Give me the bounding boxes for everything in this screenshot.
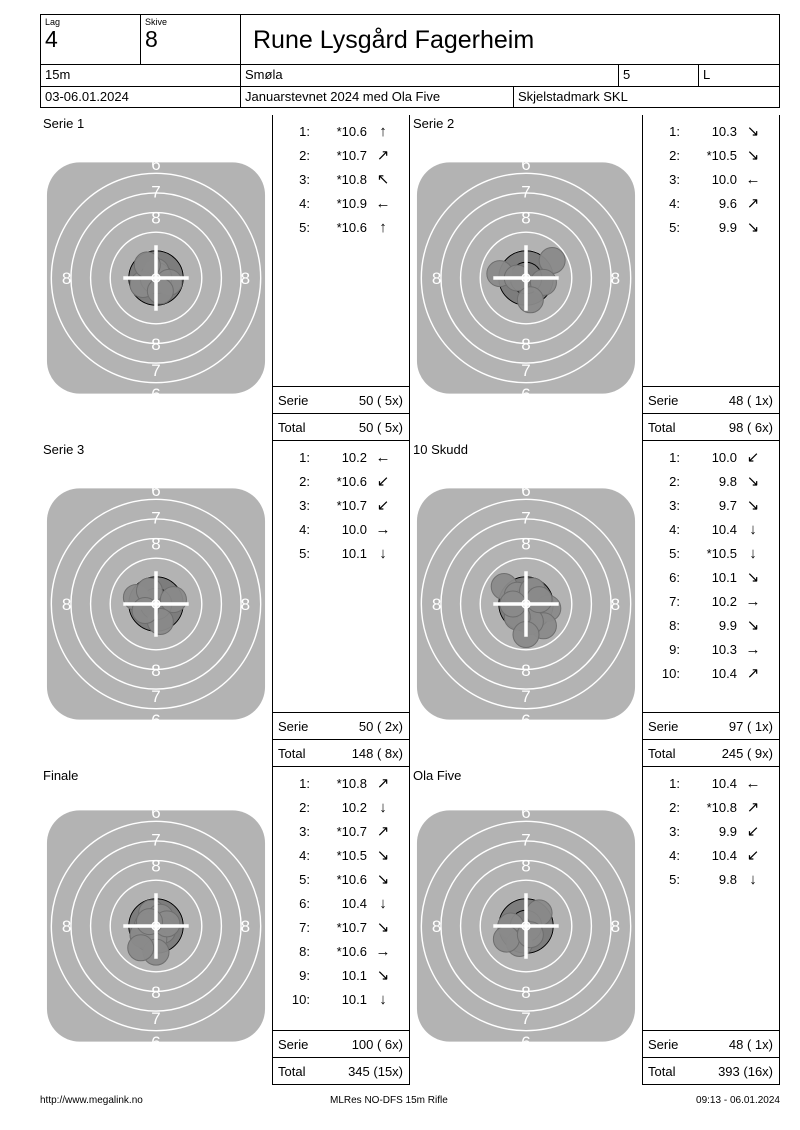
skive-label: Skive bbox=[145, 17, 168, 27]
svg-text:8: 8 bbox=[521, 208, 531, 228]
svg-text:7: 7 bbox=[151, 508, 161, 528]
shot-direction-icon: ↗ bbox=[746, 665, 760, 682]
series-sum-row bbox=[273, 386, 409, 413]
shot-row bbox=[273, 891, 409, 915]
series-sum-label: Serie bbox=[648, 1036, 679, 1052]
shot-value: 10.1 bbox=[341, 545, 367, 561]
shot-value: *10.7 bbox=[336, 147, 367, 163]
series-sum-value: 50 ( 2x) bbox=[358, 718, 403, 734]
shot-index: 6: bbox=[669, 569, 680, 585]
shot-index: 3: bbox=[299, 497, 310, 513]
shot-value: *10.6 bbox=[336, 473, 367, 489]
class-number: 5 bbox=[619, 65, 699, 86]
series-title: Ola Five bbox=[413, 768, 462, 783]
series-sum-label: Serie bbox=[648, 718, 679, 734]
shot-direction-icon: → bbox=[375, 520, 391, 538]
total-sum-label: Total bbox=[648, 419, 676, 435]
svg-text:7: 7 bbox=[151, 830, 161, 850]
shot-rows bbox=[273, 115, 409, 386]
shot-value: 10.4 bbox=[711, 775, 737, 791]
shot-index: 1: bbox=[299, 449, 310, 465]
series-title: Serie 1 bbox=[43, 116, 85, 131]
shot-index: 7: bbox=[669, 593, 680, 609]
svg-text:6: 6 bbox=[151, 385, 161, 405]
shot-row bbox=[643, 819, 779, 843]
shot-index: 1: bbox=[299, 775, 310, 791]
shot-index: 5: bbox=[299, 871, 310, 887]
skive-cell bbox=[141, 15, 241, 64]
shot-value: 9.9 bbox=[718, 617, 737, 633]
series-sum-row bbox=[273, 1030, 409, 1057]
shot-row bbox=[643, 771, 779, 795]
series-title: 10 Skudd bbox=[413, 442, 468, 457]
shot-index: 10: bbox=[291, 991, 310, 1007]
shooter-name: Rune Lysgård Fagerheim bbox=[253, 26, 535, 54]
shot-direction-icon: ↗ bbox=[376, 823, 390, 840]
shot-index: 3: bbox=[299, 171, 310, 187]
svg-text:8: 8 bbox=[151, 982, 161, 1002]
shot-row bbox=[273, 939, 409, 963]
footer bbox=[40, 1095, 780, 1106]
shot-value: *10.8 bbox=[706, 799, 737, 815]
shot-direction-icon: ↙ bbox=[746, 823, 760, 840]
series-sum-label: Serie bbox=[278, 392, 309, 408]
series-title: Serie 2 bbox=[413, 116, 455, 131]
shot-value: *10.6 bbox=[336, 123, 367, 139]
shot-direction-icon: ↘ bbox=[746, 569, 760, 586]
svg-text:6: 6 bbox=[521, 1033, 531, 1053]
svg-text:7: 7 bbox=[151, 361, 161, 381]
shot-row bbox=[643, 517, 779, 541]
svg-text:8: 8 bbox=[61, 269, 72, 288]
shot-direction-icon: ← bbox=[375, 194, 391, 212]
shot-direction-icon: ↓ bbox=[749, 544, 757, 562]
shot-index: 3: bbox=[299, 823, 310, 839]
shot-index: 5: bbox=[299, 545, 310, 561]
shot-row bbox=[273, 795, 409, 819]
total-sum-label: Total bbox=[278, 419, 306, 435]
header-top-row bbox=[40, 14, 780, 64]
shot-direction-icon: ↗ bbox=[746, 799, 760, 816]
svg-text:8: 8 bbox=[151, 534, 161, 554]
shot-row bbox=[643, 143, 779, 167]
svg-text:8: 8 bbox=[151, 856, 161, 876]
shot-value: 9.9 bbox=[718, 823, 737, 839]
shot-index: 1: bbox=[669, 449, 680, 465]
svg-text:7: 7 bbox=[521, 361, 531, 381]
shot-value: *10.8 bbox=[336, 775, 367, 791]
total-sum-row bbox=[643, 739, 779, 766]
skive-value: 8 bbox=[145, 26, 158, 52]
shot-row bbox=[643, 541, 779, 565]
shot-direction-icon: ↓ bbox=[379, 894, 387, 912]
svg-text:8: 8 bbox=[240, 917, 251, 936]
shot-row bbox=[273, 215, 409, 239]
shot-index: 7: bbox=[299, 919, 310, 935]
shot-value: 10.1 bbox=[341, 991, 367, 1007]
shot-value: 10.3 bbox=[711, 641, 737, 657]
shot-row bbox=[643, 167, 779, 191]
shot-direction-icon: ← bbox=[745, 774, 761, 792]
shot-row bbox=[643, 843, 779, 867]
shot-value: *10.9 bbox=[336, 195, 367, 211]
shot-list-6 bbox=[642, 767, 780, 1085]
svg-text:7: 7 bbox=[151, 687, 161, 707]
shot-index: 4: bbox=[299, 521, 310, 537]
series-title: Serie 3 bbox=[43, 442, 85, 457]
shot-value: 10.1 bbox=[711, 569, 737, 585]
shot-value: *10.8 bbox=[336, 171, 367, 187]
shot-direction-icon: ↖ bbox=[376, 171, 390, 188]
shot-value: *10.5 bbox=[336, 847, 367, 863]
shot-list-5 bbox=[272, 767, 410, 1085]
header-mid-row bbox=[40, 64, 780, 86]
shot-value: 10.4 bbox=[341, 895, 367, 911]
header bbox=[40, 14, 780, 108]
shot-direction-icon: → bbox=[375, 942, 391, 960]
shot-direction-icon: ↗ bbox=[746, 195, 760, 212]
shot-row bbox=[643, 191, 779, 215]
shot-index: 8: bbox=[299, 943, 310, 959]
shot-direction-icon: ↑ bbox=[379, 218, 387, 236]
total-sum-value: 148 ( 8x) bbox=[351, 745, 403, 761]
footer-url[interactable]: http://www.megalink.no bbox=[40, 1095, 143, 1106]
shot-direction-icon: ↘ bbox=[746, 219, 760, 236]
shot-direction-icon: ↙ bbox=[746, 449, 760, 466]
shot-index: 4: bbox=[669, 195, 680, 211]
shot-value: 9.8 bbox=[718, 871, 737, 887]
shot-direction-icon: ↓ bbox=[749, 870, 757, 888]
shot-direction-icon: ↙ bbox=[746, 847, 760, 864]
shot-value: 9.7 bbox=[718, 497, 737, 513]
shot-direction-icon: ↓ bbox=[379, 990, 387, 1008]
shot-index: 2: bbox=[669, 799, 680, 815]
distance: 15m bbox=[41, 65, 241, 86]
lag-cell bbox=[41, 15, 141, 64]
shot-rows bbox=[643, 767, 779, 1030]
series-grid bbox=[40, 115, 780, 1085]
shot-direction-icon: ↓ bbox=[379, 544, 387, 562]
svg-text:8: 8 bbox=[431, 595, 442, 614]
shot-index: 4: bbox=[669, 847, 680, 863]
series-sum-row bbox=[643, 712, 779, 739]
shot-row bbox=[643, 565, 779, 589]
shot-value: *10.7 bbox=[336, 823, 367, 839]
shot-rows bbox=[273, 441, 409, 712]
target-1 bbox=[40, 115, 272, 441]
place: Smøla bbox=[241, 65, 619, 86]
shot-index: 6: bbox=[299, 895, 310, 911]
club-name: Skjelstadmark SKL bbox=[518, 89, 628, 104]
shot-direction-icon: → bbox=[745, 640, 761, 658]
shot-direction-icon: ↘ bbox=[376, 871, 390, 888]
shot-row bbox=[643, 215, 779, 239]
series-sum-row bbox=[643, 1030, 779, 1057]
shot-row bbox=[643, 119, 779, 143]
shot-index: 1: bbox=[669, 123, 680, 139]
header-bottom-row bbox=[40, 86, 780, 108]
shot-direction-icon: ↘ bbox=[746, 617, 760, 634]
shot-list-1 bbox=[272, 115, 410, 441]
shot-index: 5: bbox=[669, 545, 680, 561]
shot-index: 2: bbox=[669, 147, 680, 163]
series-sum-label: Serie bbox=[278, 718, 309, 734]
shot-index: 3: bbox=[669, 497, 680, 513]
svg-text:6: 6 bbox=[521, 711, 531, 731]
shot-direction-icon: ↗ bbox=[376, 775, 390, 792]
shot-row bbox=[643, 637, 779, 661]
shot-value: 10.0 bbox=[711, 171, 737, 187]
shot-row bbox=[273, 963, 409, 987]
shot-row bbox=[643, 867, 779, 891]
shot-direction-icon: ↘ bbox=[746, 497, 760, 514]
shot-row bbox=[273, 867, 409, 891]
shot-direction-icon: ↘ bbox=[376, 967, 390, 984]
shot-direction-icon: ↘ bbox=[376, 919, 390, 936]
shot-row bbox=[643, 795, 779, 819]
shot-row bbox=[273, 843, 409, 867]
lag-label: Lag bbox=[45, 17, 61, 27]
svg-text:8: 8 bbox=[431, 917, 442, 936]
shot-row bbox=[273, 987, 409, 1011]
svg-text:6: 6 bbox=[151, 481, 161, 501]
svg-text:8: 8 bbox=[151, 334, 161, 354]
shot-direction-icon: ← bbox=[745, 170, 761, 188]
shot-index: 9: bbox=[299, 967, 310, 983]
shot-row bbox=[273, 771, 409, 795]
shot-value: 10.4 bbox=[711, 665, 737, 681]
shot-value: *10.7 bbox=[336, 497, 367, 513]
series-sum-value: 48 ( 1x) bbox=[728, 1036, 773, 1052]
shot-rows bbox=[643, 115, 779, 386]
shot-value: *10.6 bbox=[336, 943, 367, 959]
svg-text:6: 6 bbox=[151, 155, 161, 175]
shot-index: 3: bbox=[669, 171, 680, 187]
svg-text:8: 8 bbox=[151, 660, 161, 680]
shot-list-2 bbox=[642, 115, 780, 441]
total-sum-value: 98 ( 6x) bbox=[728, 419, 773, 435]
series-sum-value: 97 ( 1x) bbox=[728, 718, 773, 734]
total-sum-label: Total bbox=[278, 1063, 306, 1079]
shot-value: *10.5 bbox=[706, 545, 737, 561]
lag-value: 4 bbox=[45, 26, 58, 52]
shot-list-3 bbox=[272, 441, 410, 767]
target-6 bbox=[410, 767, 642, 1085]
shot-value: *10.6 bbox=[336, 871, 367, 887]
shot-row bbox=[273, 469, 409, 493]
shot-direction-icon: ↓ bbox=[749, 520, 757, 538]
shot-value: 9.8 bbox=[718, 473, 737, 489]
total-sum-row bbox=[273, 739, 409, 766]
shot-index: 5: bbox=[299, 219, 310, 235]
svg-text:7: 7 bbox=[521, 830, 531, 850]
shot-value: 10.3 bbox=[711, 123, 737, 139]
total-sum-value: 245 ( 9x) bbox=[721, 745, 773, 761]
series-sum-value: 100 ( 6x) bbox=[351, 1036, 403, 1052]
shot-index: 10: bbox=[661, 665, 680, 681]
shot-index: 2: bbox=[299, 799, 310, 815]
svg-text:8: 8 bbox=[610, 595, 621, 614]
shooter-name-cell bbox=[241, 15, 779, 64]
shot-index: 9: bbox=[669, 641, 680, 657]
shot-row bbox=[273, 143, 409, 167]
shot-row bbox=[643, 493, 779, 517]
shot-index: 8: bbox=[669, 617, 680, 633]
shot-index: 1: bbox=[669, 775, 680, 791]
svg-text:8: 8 bbox=[431, 269, 442, 288]
svg-text:6: 6 bbox=[521, 803, 531, 823]
svg-text:6: 6 bbox=[151, 1033, 161, 1053]
shot-value: 10.4 bbox=[711, 521, 737, 537]
shot-row bbox=[273, 445, 409, 469]
total-sum-row bbox=[273, 1057, 409, 1084]
svg-text:6: 6 bbox=[151, 711, 161, 731]
shot-row bbox=[643, 661, 779, 685]
svg-text:6: 6 bbox=[521, 385, 531, 405]
shot-index: 2: bbox=[299, 473, 310, 489]
target-2 bbox=[410, 115, 642, 441]
shot-row bbox=[273, 167, 409, 191]
shot-direction-icon: ↘ bbox=[746, 147, 760, 164]
shot-row bbox=[643, 445, 779, 469]
shot-index: 4: bbox=[299, 195, 310, 211]
shot-rows bbox=[273, 767, 409, 1030]
shot-row bbox=[273, 819, 409, 843]
target-4 bbox=[410, 441, 642, 767]
date: 03-06.01.2024 bbox=[41, 87, 241, 107]
shot-value: *10.7 bbox=[336, 919, 367, 935]
series-sum-value: 48 ( 1x) bbox=[728, 392, 773, 408]
total-sum-label: Total bbox=[648, 745, 676, 761]
svg-text:7: 7 bbox=[521, 508, 531, 528]
shot-value: 10.1 bbox=[341, 967, 367, 983]
series-sum-value: 50 ( 5x) bbox=[358, 392, 403, 408]
shot-index: 4: bbox=[299, 847, 310, 863]
target-3 bbox=[40, 441, 272, 767]
shot-row bbox=[273, 493, 409, 517]
shot-list-4 bbox=[642, 441, 780, 767]
shot-row bbox=[273, 541, 409, 565]
svg-text:8: 8 bbox=[151, 208, 161, 228]
total-sum-value: 393 (16x) bbox=[718, 1063, 773, 1079]
svg-text:7: 7 bbox=[151, 182, 161, 202]
total-sum-row bbox=[643, 1057, 779, 1084]
series-sum-row bbox=[643, 386, 779, 413]
shot-index: 3: bbox=[669, 823, 680, 839]
shot-row bbox=[643, 589, 779, 613]
competition-name: Januarstevnet 2024 med Ola Five bbox=[241, 87, 514, 107]
series-sum-label: Serie bbox=[648, 392, 679, 408]
shot-value: 9.6 bbox=[718, 195, 737, 211]
shot-direction-icon: ↙ bbox=[376, 497, 390, 514]
svg-text:8: 8 bbox=[610, 269, 621, 288]
footer-timestamp: 09:13 - 06.01.2024 bbox=[696, 1095, 780, 1106]
shot-row bbox=[273, 517, 409, 541]
shot-direction-icon: ↑ bbox=[379, 122, 387, 140]
shot-value: 10.2 bbox=[341, 449, 367, 465]
svg-text:8: 8 bbox=[240, 269, 251, 288]
shot-value: 10.0 bbox=[341, 521, 367, 537]
svg-text:8: 8 bbox=[521, 334, 531, 354]
total-sum-row bbox=[643, 413, 779, 440]
shot-direction-icon: ↘ bbox=[746, 123, 760, 140]
series-title: Finale bbox=[43, 768, 79, 783]
shot-value: *10.6 bbox=[336, 219, 367, 235]
shot-direction-icon: → bbox=[745, 592, 761, 610]
total-sum-row bbox=[273, 413, 409, 440]
total-sum-value: 345 (15x) bbox=[348, 1063, 403, 1079]
shot-index: 1: bbox=[299, 123, 310, 139]
shot-value: 9.9 bbox=[718, 219, 737, 235]
shot-direction-icon: ↓ bbox=[379, 798, 387, 816]
svg-text:6: 6 bbox=[521, 155, 531, 175]
svg-text:8: 8 bbox=[610, 917, 621, 936]
shot-index: 5: bbox=[669, 219, 680, 235]
svg-text:7: 7 bbox=[521, 182, 531, 202]
shot-direction-icon: ↙ bbox=[376, 473, 390, 490]
svg-text:7: 7 bbox=[151, 1009, 161, 1029]
shot-direction-icon: ↗ bbox=[376, 147, 390, 164]
total-sum-value: 50 ( 5x) bbox=[358, 419, 403, 435]
shot-value: 10.2 bbox=[711, 593, 737, 609]
svg-text:6: 6 bbox=[151, 803, 161, 823]
shot-value: 10.2 bbox=[341, 799, 367, 815]
shot-direction-icon: ↘ bbox=[746, 473, 760, 490]
shot-row bbox=[273, 915, 409, 939]
shot-direction-icon: ← bbox=[375, 448, 391, 466]
series-sum-row bbox=[273, 712, 409, 739]
footer-system: MLRes NO-DFS 15m Rifle bbox=[330, 1095, 448, 1106]
shot-direction-icon: ↘ bbox=[376, 847, 390, 864]
shot-row bbox=[273, 191, 409, 215]
target-5 bbox=[40, 767, 272, 1085]
svg-text:8: 8 bbox=[240, 595, 251, 614]
shot-index: 5: bbox=[669, 871, 680, 887]
class-letter: L bbox=[703, 67, 711, 82]
svg-text:7: 7 bbox=[521, 1009, 531, 1029]
svg-text:7: 7 bbox=[521, 687, 531, 707]
shot-row bbox=[643, 613, 779, 637]
shot-value: 10.4 bbox=[711, 847, 737, 863]
svg-text:8: 8 bbox=[521, 534, 531, 554]
shot-row bbox=[273, 119, 409, 143]
svg-text:8: 8 bbox=[521, 660, 531, 680]
total-sum-label: Total bbox=[648, 1063, 676, 1079]
shot-index: 4: bbox=[669, 521, 680, 537]
total-sum-label: Total bbox=[278, 745, 306, 761]
shot-value: *10.5 bbox=[706, 147, 737, 163]
shot-value: 10.0 bbox=[711, 449, 737, 465]
shot-index: 2: bbox=[669, 473, 680, 489]
shot-row bbox=[643, 469, 779, 493]
svg-text:8: 8 bbox=[521, 856, 531, 876]
svg-text:8: 8 bbox=[61, 917, 72, 936]
shot-rows bbox=[643, 441, 779, 712]
shot-index: 2: bbox=[299, 147, 310, 163]
svg-text:8: 8 bbox=[521, 982, 531, 1002]
series-sum-label: Serie bbox=[278, 1036, 309, 1052]
svg-text:6: 6 bbox=[521, 481, 531, 501]
svg-text:8: 8 bbox=[61, 595, 72, 614]
